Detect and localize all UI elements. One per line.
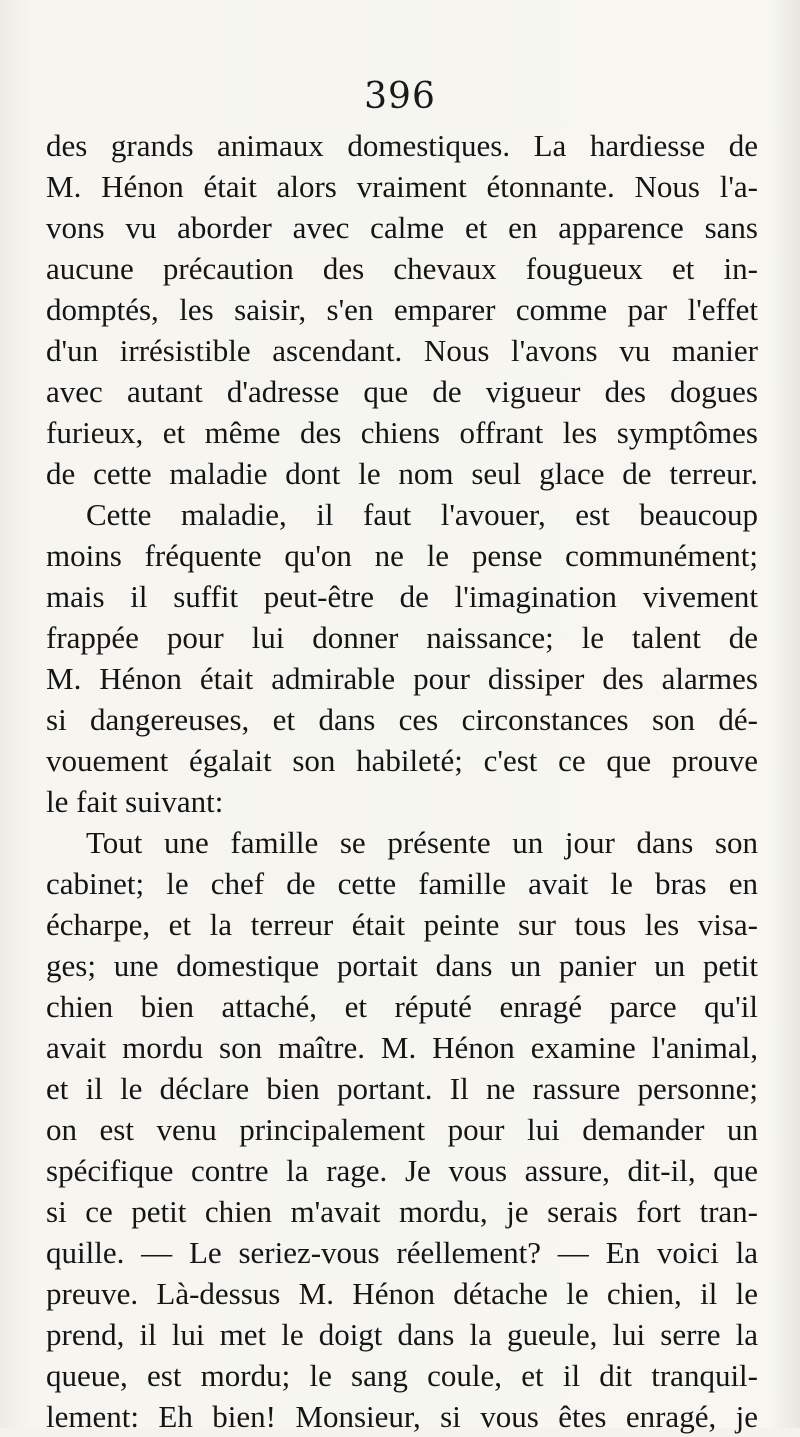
paragraph [46,125,758,494]
text-line: des grands animaux domestiques. La hardiesse de [46,128,758,163]
text-line: mais il suffit peut-être de l'imagination vivement [46,579,758,614]
text-line: et il le déclare bien portant. Il ne rassure personne; [46,1071,758,1106]
text-line: furieux, et même des chiens offrant les symptômes [46,415,758,450]
text-line: moins fréquente qu'on ne le pense communément; [46,538,758,573]
paragraph [46,822,758,1437]
text-line: si dangereuses, et dans ces circonstances son dé- [46,702,758,737]
text-line: frappée pour lui donner naissance; le talent de [46,620,758,655]
text-line: avec autant d'adresse que de vigueur des dogues [46,374,758,409]
paragraph [46,494,758,822]
text-line: M. Hénon était alors vraiment étonnante. Nous l'a- [46,169,758,204]
text-line: vons vu aborder avec calme et en apparence sans [46,210,758,245]
text-line: M. Hénon était admirable pour dissiper des alarmes [46,661,758,696]
text-line: chien bien attaché, et réputé enragé parce qu'il [46,989,758,1024]
text-line: quille. — Le seriez-vous réellement? — En voici la [46,1235,758,1270]
text-line: preuve. Là-dessus M. Hénon détache le chien, il le [46,1276,758,1311]
text-line: prend, il lui met le doigt dans la gueule, lui serre la [46,1317,758,1352]
page-number: 396 [364,76,436,117]
text-line: queue, est mordu; le sang coule, et il dit tranquil- [46,1358,758,1393]
text-line: spécifique contre la rage. Je vous assure, dit-il, que [46,1153,758,1188]
text-line: si ce petit chien m'avait mordu, je serais fort tran- [46,1194,758,1229]
text-line: le fait suivant: [46,784,224,819]
text-line: Tout une famille se présente un jour dans son [86,825,758,860]
text-line: ges; une domestique portait dans un panier un petit [46,948,758,983]
text-line: cabinet; le chef de cette famille avait le bras en [46,866,758,901]
text-line: d'un irrésistible ascendant. Nous l'avons vu manier [46,333,758,368]
text-line: avait mordu son maître. M. Hénon examine l'animal, [46,1030,758,1065]
text-line: vouement égalait son habileté; c'est ce que prouve [46,743,758,778]
text-line: domptés, les saisir, s'en emparer comme par l'effet [46,292,758,327]
text-line: Cette maladie, il faut l'avouer, est beaucoup [86,497,758,532]
text-line: de cette maladie dont le nom seul glace de terreur. [46,456,758,491]
page-text [46,125,758,1437]
text-line: on est venu principalement pour lui demander un [46,1112,758,1147]
text-line: aucune précaution des chevaux fougueux et in- [46,251,758,286]
text-line: lement: Eh bien! Monsieur, si vous êtes enragé, je [46,1399,758,1434]
text-line: écharpe, et la terreur était peinte sur tous les visa- [46,907,758,942]
